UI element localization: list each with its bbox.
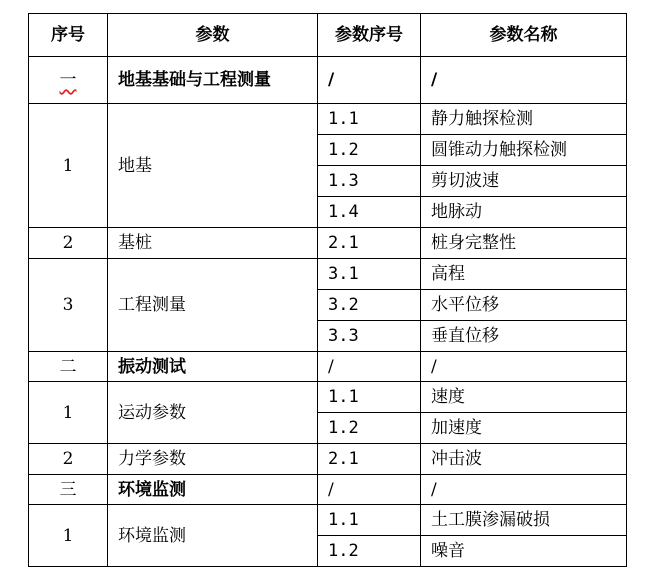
section-row [29, 475, 627, 505]
param-name: 冲击波 [421, 444, 627, 475]
group-no: 2 [29, 444, 108, 475]
table-row [29, 104, 627, 135]
group-name: 工程测量 [108, 259, 318, 352]
param-code: 1.2 [318, 413, 421, 444]
group-name: 地基 [108, 104, 318, 228]
param-code: 1.1 [318, 505, 421, 536]
group-no: 3 [29, 259, 108, 352]
group-no: 2 [29, 228, 108, 259]
table-row [29, 444, 627, 475]
param-name: 桩身完整性 [421, 228, 627, 259]
param-name: 速度 [421, 382, 627, 413]
param-name: 加速度 [421, 413, 627, 444]
group-no: 1 [29, 382, 108, 444]
param-name: 剪切波速 [421, 166, 627, 197]
section-no [29, 57, 108, 104]
section-no: 三 [29, 475, 108, 505]
param-name: 地脉动 [421, 197, 627, 228]
table-row [29, 505, 627, 536]
group-no: 1 [29, 505, 108, 567]
table-row [29, 259, 627, 290]
group-name: 力学参数 [108, 444, 318, 475]
header-seq: 序号 [29, 14, 108, 57]
group-no: 1 [29, 104, 108, 228]
section-code: / [318, 352, 421, 382]
section-no-text: 一 [59, 70, 77, 90]
section-row [29, 57, 627, 104]
param-name: 圆锥动力触探检测 [421, 135, 627, 166]
section-name: 地基基础与工程测量 [108, 57, 318, 104]
header-param-name: 参数名称 [421, 14, 627, 57]
param-code: 2.1 [318, 444, 421, 475]
section-no: 二 [29, 352, 108, 382]
param-code: 2.1 [318, 228, 421, 259]
param-code: 1.3 [318, 166, 421, 197]
header-param: 参数 [108, 14, 318, 57]
section-name: 振动测试 [108, 352, 318, 382]
section-row [29, 352, 627, 382]
section-name: 环境监测 [108, 475, 318, 505]
param-name: 噪音 [421, 536, 627, 567]
group-name: 基桩 [108, 228, 318, 259]
param-name: 静力触探检测 [421, 104, 627, 135]
section-param-name: / [421, 475, 627, 505]
group-name: 运动参数 [108, 382, 318, 444]
section-code: / [318, 475, 421, 505]
param-name: 水平位移 [421, 290, 627, 321]
header-row [29, 14, 627, 57]
param-code: 1.2 [318, 536, 421, 567]
section-param-name: / [421, 352, 627, 382]
group-name: 环境监测 [108, 505, 318, 567]
parameter-table [28, 13, 627, 567]
param-code: 3.3 [318, 321, 421, 352]
table-row [29, 382, 627, 413]
param-name: 高程 [421, 259, 627, 290]
header-param-seq: 参数序号 [318, 14, 421, 57]
param-code: 1.1 [318, 104, 421, 135]
table-row [29, 228, 627, 259]
section-param-name: / [421, 57, 627, 104]
param-code: 1.2 [318, 135, 421, 166]
param-code: 3.2 [318, 290, 421, 321]
param-name: 垂直位移 [421, 321, 627, 352]
param-code: 1.4 [318, 197, 421, 228]
param-code: 1.1 [318, 382, 421, 413]
param-name: 土工膜渗漏破损 [421, 505, 627, 536]
param-code: 3.1 [318, 259, 421, 290]
section-code: / [318, 57, 421, 104]
